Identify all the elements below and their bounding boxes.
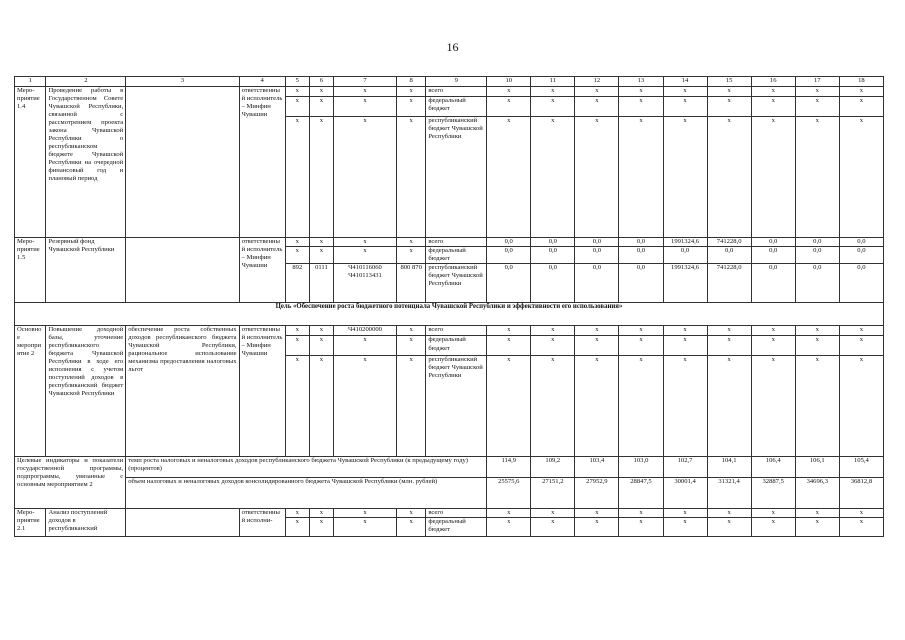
cell-target-article: x (334, 518, 397, 537)
measure-name: Анализ поступлений доходов в республиканский (46, 509, 126, 537)
indicator-value: 106,1 (795, 457, 839, 478)
column-number: 9 (426, 77, 487, 87)
value-cell: 0,0 (839, 264, 883, 303)
value-cell: x (487, 87, 531, 97)
cell-grbs: x (285, 356, 309, 457)
value-cell: x (487, 117, 531, 238)
indicator-value: 104,1 (707, 457, 751, 478)
indicator-value: 27151,2 (531, 478, 575, 509)
cell-section: x (309, 247, 333, 264)
measure-task (126, 87, 239, 238)
table-row (15, 238, 884, 247)
cell-grbs: x (285, 326, 309, 336)
funding-source: федеральный бюджет (426, 247, 487, 264)
value-cell: x (839, 117, 883, 238)
cell-target-article: x (334, 238, 397, 247)
value-cell: x (487, 97, 531, 117)
table-row (15, 326, 884, 336)
value-cell: x (707, 518, 751, 537)
indicator-value: 103,4 (575, 457, 619, 478)
indicator-value: 25575,6 (487, 478, 531, 509)
cell-expense-group: x (396, 518, 425, 537)
cell-grbs: x (285, 509, 309, 518)
value-cell: 0,0 (795, 238, 839, 247)
indicator-value: 114,9 (487, 457, 531, 478)
column-number: 1 (15, 77, 46, 87)
cell-section: x (309, 87, 333, 97)
value-cell: x (619, 518, 663, 537)
column-number: 15 (707, 77, 751, 87)
funding-source: федеральный бюджет (426, 336, 487, 356)
value-cell: x (531, 117, 575, 238)
value-cell: x (663, 117, 707, 238)
value-cell: x (663, 97, 707, 117)
value-cell: x (619, 326, 663, 336)
measure-name: Резервный фонд Чувашской Республики (46, 238, 126, 303)
cell-expense-group: x (396, 356, 425, 457)
indicator-row (15, 457, 884, 478)
cell-expense-group: x (396, 247, 425, 264)
cell-grbs: x (285, 97, 309, 117)
column-number: 4 (239, 77, 285, 87)
cell-grbs: 892 (285, 264, 309, 303)
value-cell: x (707, 117, 751, 238)
value-cell: x (531, 336, 575, 356)
measure-task (126, 509, 239, 537)
value-cell: 0,0 (575, 238, 619, 247)
goal-row (15, 303, 884, 326)
value-cell: x (575, 509, 619, 518)
value-cell: x (619, 336, 663, 356)
cell-section: 0111 (309, 264, 333, 303)
value-cell: x (707, 326, 751, 336)
indicator-value: 30001,4 (663, 478, 707, 509)
responsible-executor: ответственный исполни- (239, 509, 285, 537)
indicator-value: 34696,3 (795, 478, 839, 509)
value-cell: x (663, 509, 707, 518)
value-cell: x (531, 518, 575, 537)
value-cell: 0,0 (531, 247, 575, 264)
cell-expense-group: x (396, 117, 425, 238)
column-number: 6 (309, 77, 333, 87)
value-cell: x (663, 356, 707, 457)
cell-target-article: Ч410116060 Ч410113431 (334, 264, 397, 303)
value-cell: x (619, 87, 663, 97)
value-cell: x (751, 356, 795, 457)
value-cell: x (663, 87, 707, 97)
value-cell: x (795, 326, 839, 336)
indicator-value: 27952,9 (575, 478, 619, 509)
value-cell: x (531, 509, 575, 518)
measure-task: обеспечение роста собственных доходов республиканского бюджета Чувашской Республики, рациональное использование механизма предоставления налоговых льгот (126, 326, 239, 457)
value-cell: x (795, 117, 839, 238)
value-cell: x (487, 356, 531, 457)
cell-expense-group: 800 870 (396, 264, 425, 303)
program-resource-table (14, 76, 884, 537)
responsible-executor: ответственный исполнитель – Минфин Чувашии (239, 326, 285, 457)
cell-expense-group: x (396, 336, 425, 356)
value-cell: x (707, 509, 751, 518)
value-cell: x (707, 356, 751, 457)
cell-grbs: x (285, 238, 309, 247)
value-cell: x (839, 87, 883, 97)
value-cell: x (619, 356, 663, 457)
cell-target-article: x (334, 509, 397, 518)
cell-target-article: x (334, 117, 397, 238)
value-cell: x (839, 97, 883, 117)
value-cell: x (619, 97, 663, 117)
value-cell: x (619, 117, 663, 238)
value-cell: x (839, 518, 883, 537)
column-number: 14 (663, 77, 707, 87)
cell-grbs: x (285, 247, 309, 264)
value-cell: 0,0 (487, 238, 531, 247)
value-cell: x (795, 356, 839, 457)
value-cell: x (795, 336, 839, 356)
cell-section: x (309, 336, 333, 356)
measure-code: Основное мероприятие 2 (15, 326, 46, 457)
value-cell: x (795, 518, 839, 537)
funding-source: всего (426, 238, 487, 247)
value-cell: 0,0 (839, 238, 883, 247)
table-row (15, 509, 884, 518)
value-cell: x (487, 336, 531, 356)
value-cell: 0,0 (619, 238, 663, 247)
value-cell: x (575, 518, 619, 537)
cell-section: x (309, 117, 333, 238)
value-cell: 0,0 (487, 264, 531, 303)
value-cell: x (751, 518, 795, 537)
value-cell: x (707, 336, 751, 356)
column-number: 11 (531, 77, 575, 87)
funding-source: всего (426, 87, 487, 97)
value-cell: 0,0 (751, 264, 795, 303)
indicator-value: 28847,5 (619, 478, 663, 509)
measure-code: Меро-приятие 2.1 (15, 509, 46, 537)
cell-target-article: x (334, 336, 397, 356)
value-cell: 0,0 (575, 264, 619, 303)
cell-section: x (309, 518, 333, 537)
value-cell: x (619, 509, 663, 518)
value-cell: x (663, 518, 707, 537)
value-cell: x (795, 509, 839, 518)
cell-grbs: x (285, 518, 309, 537)
value-cell: x (751, 117, 795, 238)
value-cell: x (751, 326, 795, 336)
responsible-executor: ответственный исполнитель – Минфин Чувашии (239, 238, 285, 303)
value-cell: x (663, 336, 707, 356)
measure-code: Меро-приятие 1.4 (15, 87, 46, 238)
value-cell: 0,0 (795, 264, 839, 303)
goal-heading: Цель «Обеспечение роста бюджетного потенциала Чувашской Республики и эффективности его использования» (15, 303, 884, 326)
value-cell: x (487, 518, 531, 537)
value-cell: x (663, 326, 707, 336)
value-cell: x (575, 97, 619, 117)
value-cell: x (531, 356, 575, 457)
column-number: 12 (575, 77, 619, 87)
indicator-value: 31321,4 (707, 478, 751, 509)
cell-expense-group: x (396, 87, 425, 97)
cell-section: x (309, 509, 333, 518)
value-cell: 0,0 (531, 238, 575, 247)
column-number: 13 (619, 77, 663, 87)
value-cell: 0,0 (619, 264, 663, 303)
value-cell: x (575, 87, 619, 97)
value-cell: x (575, 117, 619, 238)
column-number-row (15, 77, 884, 87)
funding-source: республиканский бюджет Чувашской Республики (426, 356, 487, 457)
column-number: 18 (839, 77, 883, 87)
page-number: 16 (446, 40, 459, 54)
column-number: 7 (334, 77, 397, 87)
indicators-label: Целевые индикаторы и показатели государственной программы, подпрограммы, увязанные с основным мероприятием 2 (15, 457, 126, 509)
value-cell: 0,0 (619, 247, 663, 264)
measure-name: Проведение работы в Государственном Совете Чувашской Республики, связанной с рассмотрением проекта закона Чувашской Республики о республиканском бюджете Чувашской Республики на очередной финансовый год и плановый период (46, 87, 126, 238)
value-cell: x (839, 326, 883, 336)
value-cell: x (795, 97, 839, 117)
value-cell: 0,0 (751, 238, 795, 247)
value-cell: 0,0 (487, 247, 531, 264)
value-cell: 0,0 (795, 247, 839, 264)
indicator-text: объем налоговых и неналоговых доходов консолидированного бюджета Чувашской Республики (млн. рублей) (126, 478, 487, 509)
value-cell: 0,0 (663, 247, 707, 264)
cell-grbs: x (285, 117, 309, 238)
cell-target-article: x (334, 87, 397, 97)
funding-source: федеральный бюджет (426, 97, 487, 117)
measure-task (126, 238, 239, 303)
cell-expense-group: x (396, 326, 425, 336)
value-cell: x (531, 87, 575, 97)
value-cell: 0,0 (531, 264, 575, 303)
indicator-value: 109,2 (531, 457, 575, 478)
indicator-text: темп роста налоговых и неналоговых доходов республиканского бюджета Чувашской Республики (к предыдущему году) (процентов) (126, 457, 487, 478)
cell-section: x (309, 97, 333, 117)
column-number: 3 (126, 77, 239, 87)
cell-grbs: x (285, 87, 309, 97)
value-cell: x (795, 87, 839, 97)
indicator-value: 105,4 (839, 457, 883, 478)
indicator-value: 106,4 (751, 457, 795, 478)
column-number: 10 (487, 77, 531, 87)
value-cell: 0,0 (575, 247, 619, 264)
value-cell: x (575, 326, 619, 336)
funding-source: всего (426, 326, 487, 336)
indicator-value: 36812,8 (839, 478, 883, 509)
value-cell: x (751, 336, 795, 356)
value-cell: 1991324,6 (663, 264, 707, 303)
column-number: 16 (751, 77, 795, 87)
funding-source: республиканский бюджет Чувашской Республики (426, 117, 487, 238)
value-cell: x (751, 87, 795, 97)
funding-source: федеральный бюджет (426, 518, 487, 537)
funding-source: всего (426, 509, 487, 518)
column-number: 17 (795, 77, 839, 87)
responsible-executor: ответственный исполнитель – Минфин Чувашии (239, 87, 285, 238)
column-number: 8 (396, 77, 425, 87)
value-cell: 0,0 (707, 247, 751, 264)
measure-name: Повышение доходной базы, уточнение республиканского бюджета Чувашской Республики в ходе его исполнения с учетом поступлений доходов в республиканский бюджет Чувашской Республики (46, 326, 126, 457)
indicator-row (15, 478, 884, 509)
value-cell: x (839, 509, 883, 518)
indicator-value: 102,7 (663, 457, 707, 478)
value-cell: x (707, 97, 751, 117)
value-cell: x (487, 326, 531, 336)
measure-code: Меро-приятие 1.5 (15, 238, 46, 303)
value-cell: x (575, 336, 619, 356)
value-cell: x (531, 326, 575, 336)
value-cell: x (839, 356, 883, 457)
cell-target-article: Ч410200000 (334, 326, 397, 336)
value-cell: 0,0 (839, 247, 883, 264)
cell-section: x (309, 326, 333, 336)
cell-section: x (309, 238, 333, 247)
value-cell: x (707, 87, 751, 97)
value-cell: x (487, 509, 531, 518)
value-cell: 741228,0 (707, 238, 751, 247)
value-cell: 1991324,6 (663, 238, 707, 247)
value-cell: x (751, 509, 795, 518)
value-cell: 741228,0 (707, 264, 751, 303)
cell-section: x (309, 356, 333, 457)
value-cell: x (839, 336, 883, 356)
cell-target-article: x (334, 247, 397, 264)
column-number: 2 (46, 77, 126, 87)
indicator-value: 103,0 (619, 457, 663, 478)
cell-target-article: x (334, 356, 397, 457)
cell-target-article: x (334, 97, 397, 117)
cell-expense-group: x (396, 509, 425, 518)
cell-grbs: x (285, 336, 309, 356)
indicator-value: 32887,5 (751, 478, 795, 509)
cell-expense-group: x (396, 238, 425, 247)
funding-source: республиканский бюджет Чувашской Республики (426, 264, 487, 303)
cell-expense-group: x (396, 97, 425, 117)
value-cell: x (751, 97, 795, 117)
value-cell: 0,0 (751, 247, 795, 264)
table-row (15, 87, 884, 97)
value-cell: x (575, 356, 619, 457)
value-cell: x (531, 97, 575, 117)
column-number: 5 (285, 77, 309, 87)
